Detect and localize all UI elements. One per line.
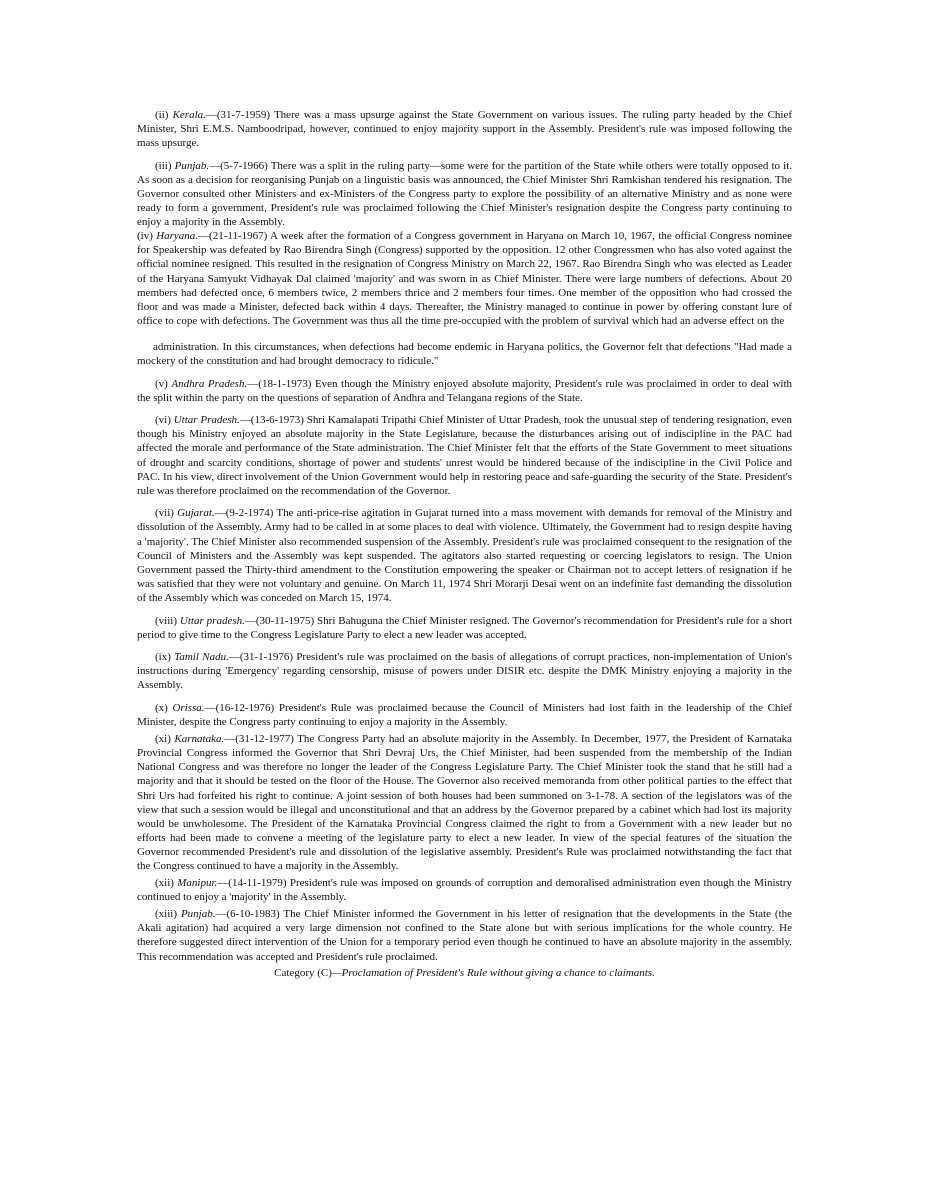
- state-name: Tamil Nadu.: [174, 651, 229, 664]
- paragraph-text: —(31-7-1959) There was a mass upsurge against the State Government on various issues. The ruling party headed by the Chief Minister, Shri E.M.S. Namboodripad, however, continued to enjoy majority support in the Assembly. President's rule was imposed following the mass upsurge.: [137, 109, 793, 150]
- paragraph-text: —(13-6-1973) Shri Kamalapati Tripathi Chief Minister of Uttar Pradesh, took the unusual step of tendering resignation, even though his Ministry enjoyed an absolute majority in the State Legislature, because the disturbances arising out of indiscipline in the PAC had affected the morale and performance of the State administration. The Chief Minister felt that the efforts of the State Government to meet situations of drought and scarcity conditions, shortage of power and students' unrest would be hindered because of the indiscipline in the Civil Police and PAC. In his view, direct involvement of the Union Government would help in restoring peace and safe-guarding the security of the State. President's rule was therefore proclaimed on the recommendation of the Governor.: [137, 414, 793, 497]
- paragraph-text: —(31-1-1976) President's rule was proclaimed on the basis of allegations of corrupt practices, non-implementation of Union's instructions during 'Emergency' regarding censorship, misuse of powers under DISIR etc. despite the DMK Ministry enjoying a majority in the Assembly.: [137, 651, 793, 692]
- paragraph-vi: [137, 413, 792, 498]
- paragraph-text: —(21-11-1967) A week after the formation of a Congress government in Haryana on March 10, 1967, the official Congress nominee for Speakership was defeated by Rao Birendra Singh (Congress) supported by the opposition. 12 other Congressmen who has also voted against the official nominee resigned. This resulted in the resignation of Congress Ministry on March 22, 1967. Rao Birendra Singh who was elected as Leader of the Haryana Samyukt Vidhayak Dal claimed 'majority' and was sworn in as Chief Minister. There were large numbers of defections. About 20 members had defected once, 6 members twice, 2 members thrice and 2 members four times. One member of the opposition who had crossed the floor and was made a Minister, defected back within 4 days. Thereafter, the Ministry managed to continue in power by offering constant lure of office to cope with defections. The Government was thus all the time pre-occupied with the problem of survival which had an adverse effect on the: [137, 230, 793, 327]
- item-number: (iv): [137, 230, 153, 243]
- item-number: (ii): [155, 109, 169, 121]
- state-name: Punjab.: [180, 908, 216, 921]
- paragraph-v: [137, 377, 792, 405]
- document-page: [137, 108, 792, 988]
- state-name: Kerala.: [172, 109, 206, 121]
- paragraph-xi: [137, 732, 792, 873]
- state-name: Punjab.: [174, 159, 210, 172]
- state-name: Karnataka.: [174, 733, 225, 746]
- paragraph-text: —(9-2-1974) The anti-price-rise agitation in Gujarat turned into a mass movement with demands for removal of the Ministry and dissolution of the Assembly. Army had to be called in at some places to deal with violence. Ultimately, the Government had to resign despite having a 'majority'. The Chief Minister also recommended suspension of the Assembly. President's rule was proclaimed consequent to the resignation of the Council of Ministers and the Assembly was kept suspended. The agitators also started requesting or coercing legislators to resign. The Union Government passed the Thirty-third amendment to the Constitution empowering the speaker or Chairman not to accept letters of resignation if he was satisfied that they were not voluntary and genuine. On March 11, 1974 Shri Morarji Desai went on an indefinite fast demanding the dissolution of the Assembly which was conceded on March 15, 1974.: [137, 507, 793, 604]
- state-name: Uttar pradesh.: [179, 614, 245, 627]
- caption-title: —Proclamation of President's Rule without giving a chance to claimants.: [331, 966, 655, 979]
- item-number: (xi): [155, 733, 171, 746]
- paragraph-xiii: [137, 907, 792, 963]
- paragraph-iv-continuation: [137, 340, 792, 368]
- paragraph-text: —(5-7-1966) There was a split in the ruling party—some were for the partition of the State while others were totally opposed to it. As soon as a decision for reorganising Punjab on a linguistic basis was announced, the Chief Minister Shri Ramkishan tendered his resignation. The Governor consulted other Ministers and ex-Ministers of the Congress party to explore the possibility of an alternative Ministry and as none were ready to form a government, President's rule was proclaimed following the Chief Minister's resignation despite the Congress party continuing to enjoy a majority in the Assembly.: [137, 159, 793, 229]
- paragraph-iv: [137, 229, 792, 328]
- paragraph-viii: [137, 614, 792, 642]
- paragraph-x: [137, 701, 792, 729]
- item-number: (iii): [155, 159, 172, 172]
- item-number: (vi): [155, 414, 171, 427]
- paragraph-xii: [137, 876, 792, 904]
- paragraph-text: —(6-10-1983) The Chief Minister informed the Government in his letter of resignation that the developments in the State (the Akali agitation) had acquired a very large dimension not confined to the State alone but with serious implications for the whole country. He therefore suggested direct intervention of the Union for a temporary period even though he continued to have an absolute majority in the assembly. This recommendation was accepted and President's rule proclaimed.: [137, 908, 792, 963]
- paragraph-ii: [137, 108, 792, 150]
- paragraph-vii: [137, 506, 792, 605]
- item-number: (viii): [155, 614, 177, 627]
- state-name: Haryana.: [156, 230, 199, 243]
- paragraph-text: —(31-12-1977) The Congress Party had an absolute majority in the Assembly. In December, 1977, the President of Karnataka Provincial Congress informed the Governor that Shri Devraj Urs, the Chief Minister, had been suspended from the membership of the Indian National Congress and was therefore no longer the leader of the Congress Legislature Party. The Chief Minister took the stand that he still had a majority and that it should be tested on the floor of the House. The Governor also received memoranda from other political parties to the effect that Shri Urs had forfeited his right to continue. A joint session of both houses had been summoned on 3-1-78. A section of the legislators was of the view that such a session would be illegal and unconstitutional and that an address by the Governor prepared by a cabinet which had lost its majority would be unwholesome. The President of the Karnataka Provincial Congress claimed the right to from a Government with a new leader but no efforts had been made to convene a meeting of the legislature party to elect a new leader. In view of the special features of the situation the Governor recommended President's rule and dissolution of the legislative assembly. President's Rule was proclaimed notwithstanding the fact that the Congress continued to have a majority in the Assembly.: [137, 733, 793, 872]
- state-name: Andhra Pradesh.: [171, 377, 248, 390]
- item-number: (vii): [155, 507, 174, 520]
- item-number: (v): [155, 377, 168, 390]
- state-name: Orissa.: [172, 701, 205, 714]
- state-name: Uttar Pradesh.: [173, 414, 240, 427]
- paragraph-text: —(14-11-1979) President's rule was imposed on grounds of corruption and demoralised administration even though the Ministry continued to enjoy a 'majority' in the Assembly.: [137, 877, 793, 904]
- paragraph-text: administration. In this circumstances, when defections had become endemic in Haryana politics, the Governor felt that defections "Had made a mockery of the constitution and had brought democracy to ridicule.": [137, 340, 792, 367]
- category-caption: [137, 966, 792, 980]
- state-name: Gujarat.: [177, 507, 215, 520]
- paragraph-text: —(16-12-1976) President's Rule was proclaimed because the Council of Ministers had lost faith in the leadership of the Chief Minister, despite the Congress party continuing to enjoy a majority in the Assembly.: [137, 701, 793, 729]
- item-number: (xii): [155, 877, 174, 890]
- item-number: (x): [155, 701, 168, 714]
- paragraph-text: —(30-11-1975) Shri Bahuguna the Chief Minister resigned. The Governor's recommendation for President's rule for a short period to give time to the Congress Legislature Party to elect a new leader was accepted.: [137, 614, 793, 641]
- item-number: (xiii): [155, 908, 177, 921]
- item-number: (ix): [155, 651, 171, 664]
- caption-prefix: Category (C): [274, 966, 332, 979]
- state-name: Manipur.: [177, 877, 218, 890]
- paragraph-iii: [137, 159, 792, 229]
- paragraph-ix: [137, 650, 792, 692]
- paragraph-text: —(18-1-1973) Even though the Ministry enjoyed absolute majority, President's rule was proclaimed in order to deal with the split within the party on the questions of separation of Andhra and Telangana regions of the State.: [137, 377, 793, 404]
